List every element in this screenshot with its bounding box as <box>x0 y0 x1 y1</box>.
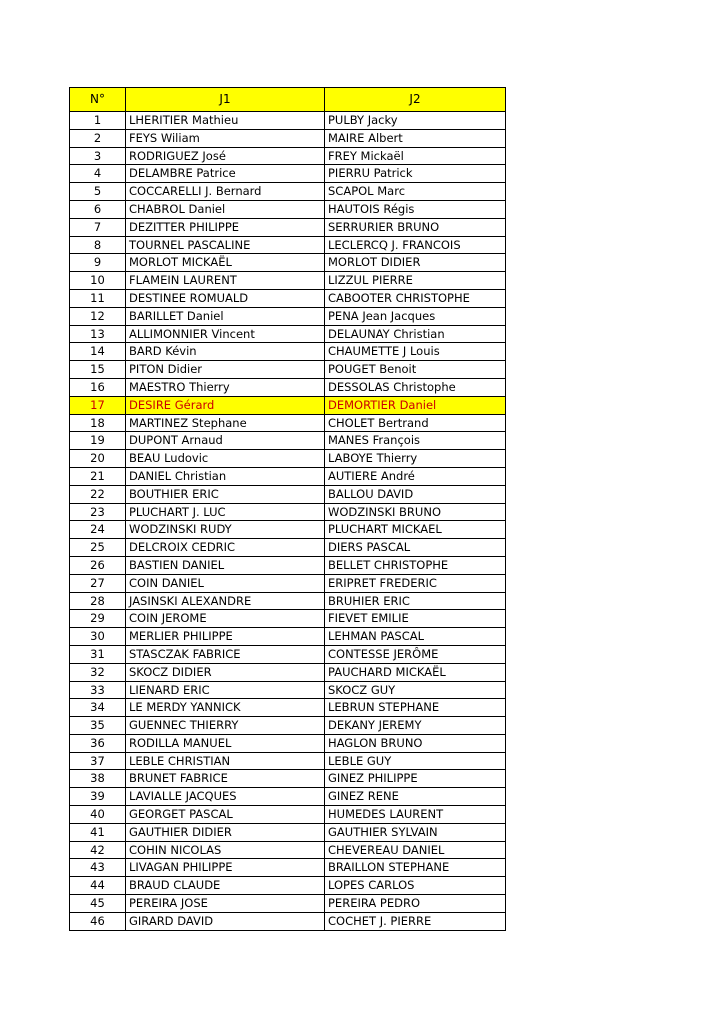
number-cell: 45 <box>70 895 126 913</box>
j1-cell: MAESTRO Thierry <box>126 378 325 396</box>
j1-cell: BEAU Ludovic <box>126 450 325 468</box>
number-cell: 32 <box>70 663 126 681</box>
j1-cell: COHIN NICOLAS <box>126 841 325 859</box>
j2-cell: FREY Mickaël <box>325 147 506 165</box>
table-row <box>70 432 506 450</box>
j1-cell: MERLIER PHILIPPE <box>126 628 325 646</box>
number-cell: 17 <box>70 396 126 414</box>
j1-cell: PLUCHART J. LUC <box>126 503 325 521</box>
table-row <box>70 717 506 735</box>
j1-cell: LEBLE CHRISTIAN <box>126 752 325 770</box>
j1-cell: COIN DANIEL <box>126 574 325 592</box>
j1-cell: MARTINEZ Stephane <box>126 414 325 432</box>
number-cell: 34 <box>70 699 126 717</box>
j2-cell: PULBY Jacky <box>325 112 506 130</box>
number-cell: 24 <box>70 521 126 539</box>
j1-cell: GUENNEC THIERRY <box>126 717 325 735</box>
number-cell: 30 <box>70 628 126 646</box>
j2-cell: DEMORTIER Daniel <box>325 396 506 414</box>
j1-cell: GAUTHIER DIDIER <box>126 823 325 841</box>
j1-cell: FLAMEIN LAURENT <box>126 272 325 290</box>
j2-cell: LABOYE Thierry <box>325 450 506 468</box>
j1-cell: COCCARELLI J. Bernard <box>126 183 325 201</box>
j2-cell: SCAPOL Marc <box>325 183 506 201</box>
number-cell: 18 <box>70 414 126 432</box>
number-cell: 15 <box>70 361 126 379</box>
j1-cell: BARD Kévin <box>126 343 325 361</box>
j1-cell: RODRIGUEZ José <box>126 147 325 165</box>
number-cell: 29 <box>70 610 126 628</box>
table-row <box>70 289 506 307</box>
table-row <box>70 254 506 272</box>
number-cell: 22 <box>70 485 126 503</box>
number-cell: 16 <box>70 378 126 396</box>
number-cell: 21 <box>70 467 126 485</box>
table-row <box>70 450 506 468</box>
j1-cell: LAVIALLE JACQUES <box>126 788 325 806</box>
table-row <box>70 467 506 485</box>
table-row <box>70 663 506 681</box>
j2-cell: LEBLE GUY <box>325 752 506 770</box>
j1-cell: PEREIRA JOSE <box>126 895 325 913</box>
header-number: N° <box>70 88 126 112</box>
j1-cell: LIVAGAN PHILIPPE <box>126 859 325 877</box>
j2-cell: PENA Jean Jacques <box>325 307 506 325</box>
j2-cell: COCHET J. PIERRE <box>325 912 506 930</box>
j2-cell: LEHMAN PASCAL <box>325 628 506 646</box>
number-cell: 8 <box>70 236 126 254</box>
number-cell: 6 <box>70 200 126 218</box>
j2-cell: PAUCHARD MICKAËL <box>325 663 506 681</box>
table-row <box>70 681 506 699</box>
table-row <box>70 521 506 539</box>
number-cell: 36 <box>70 734 126 752</box>
number-cell: 27 <box>70 574 126 592</box>
j2-cell: ERIPRET FREDERIC <box>325 574 506 592</box>
j2-cell: HAGLON BRUNO <box>325 734 506 752</box>
j1-cell: SKOCZ DIDIER <box>126 663 325 681</box>
table-row <box>70 645 506 663</box>
table-row <box>70 734 506 752</box>
number-cell: 38 <box>70 770 126 788</box>
number-cell: 46 <box>70 912 126 930</box>
header-row <box>70 88 506 112</box>
j1-cell: BARILLET Daniel <box>126 307 325 325</box>
table-row <box>70 823 506 841</box>
number-cell: 19 <box>70 432 126 450</box>
j2-cell: CABOOTER CHRISTOPHE <box>325 289 506 307</box>
table-row <box>70 147 506 165</box>
table-row <box>70 752 506 770</box>
number-cell: 3 <box>70 147 126 165</box>
number-cell: 26 <box>70 556 126 574</box>
number-cell: 20 <box>70 450 126 468</box>
pairings-table <box>69 87 506 931</box>
table-row <box>70 912 506 930</box>
table-row <box>70 361 506 379</box>
j2-cell: BELLET CHRISTOPHE <box>325 556 506 574</box>
table-row <box>70 699 506 717</box>
header-j2: J2 <box>325 88 506 112</box>
j1-cell: FEYS Wiliam <box>126 129 325 147</box>
j2-cell: GAUTHIER SYLVAIN <box>325 823 506 841</box>
number-cell: 33 <box>70 681 126 699</box>
number-cell: 11 <box>70 289 126 307</box>
number-cell: 39 <box>70 788 126 806</box>
number-cell: 1 <box>70 112 126 130</box>
j2-cell: HUMEDES LAURENT <box>325 806 506 824</box>
table-row <box>70 841 506 859</box>
j1-cell: BASTIEN DANIEL <box>126 556 325 574</box>
j2-cell: BRAILLON STEPHANE <box>325 859 506 877</box>
j1-cell: LE MERDY YANNICK <box>126 699 325 717</box>
table-row <box>70 539 506 557</box>
number-cell: 35 <box>70 717 126 735</box>
j1-cell: DEZITTER PHILIPPE <box>126 218 325 236</box>
number-cell: 44 <box>70 877 126 895</box>
table-row <box>70 556 506 574</box>
table-row <box>70 325 506 343</box>
table-body <box>70 112 506 931</box>
j2-cell: GINEZ PHILIPPE <box>325 770 506 788</box>
j2-cell: LECLERCQ J. FRANCOIS <box>325 236 506 254</box>
j1-cell: DESTINEE ROMUALD <box>126 289 325 307</box>
j1-cell: DESIRE Gérard <box>126 396 325 414</box>
j1-cell: DANIEL Christian <box>126 467 325 485</box>
number-cell: 41 <box>70 823 126 841</box>
j1-cell: WODZINSKI RUDY <box>126 521 325 539</box>
j2-cell: CHAUMETTE J Louis <box>325 343 506 361</box>
table-row <box>70 218 506 236</box>
j2-cell: DEKANY JEREMY <box>325 717 506 735</box>
number-cell: 14 <box>70 343 126 361</box>
number-cell: 5 <box>70 183 126 201</box>
j1-cell: COIN JEROME <box>126 610 325 628</box>
table-row <box>70 129 506 147</box>
table-row <box>70 859 506 877</box>
j2-cell: PIERRU Patrick <box>325 165 506 183</box>
j1-cell: GIRARD DAVID <box>126 912 325 930</box>
table-row <box>70 574 506 592</box>
table-row <box>70 183 506 201</box>
j2-cell: BALLOU DAVID <box>325 485 506 503</box>
j2-cell: LIZZUL PIERRE <box>325 272 506 290</box>
number-cell: 43 <box>70 859 126 877</box>
j2-cell: BRUHIER ERIC <box>325 592 506 610</box>
header-j1: J1 <box>126 88 325 112</box>
number-cell: 28 <box>70 592 126 610</box>
number-cell: 2 <box>70 129 126 147</box>
number-cell: 25 <box>70 539 126 557</box>
j1-cell: DELAMBRE Patrice <box>126 165 325 183</box>
number-cell: 10 <box>70 272 126 290</box>
table-row <box>70 788 506 806</box>
number-cell: 40 <box>70 806 126 824</box>
table-row <box>70 414 506 432</box>
j2-cell: LEBRUN STEPHANE <box>325 699 506 717</box>
table-row <box>70 272 506 290</box>
j2-cell: POUGET Benoit <box>325 361 506 379</box>
j2-cell: AUTIERE André <box>325 467 506 485</box>
table-row <box>70 806 506 824</box>
table-row <box>70 485 506 503</box>
j1-cell: BRAUD CLAUDE <box>126 877 325 895</box>
j2-cell: GINEZ RENE <box>325 788 506 806</box>
pairings-sheet <box>69 87 505 931</box>
j2-cell: CONTESSE JERÔME <box>325 645 506 663</box>
j2-cell: HAUTOIS Régis <box>325 200 506 218</box>
number-cell: 37 <box>70 752 126 770</box>
j2-cell: SKOCZ GUY <box>325 681 506 699</box>
j2-cell: PLUCHART MICKAEL <box>325 521 506 539</box>
j2-cell: SERRURIER BRUNO <box>325 218 506 236</box>
j1-cell: TOURNEL PASCALINE <box>126 236 325 254</box>
table-row <box>70 895 506 913</box>
number-cell: 31 <box>70 645 126 663</box>
j1-cell: JASINSKI ALEXANDRE <box>126 592 325 610</box>
table-row <box>70 877 506 895</box>
number-cell: 23 <box>70 503 126 521</box>
j2-cell: CHEVEREAU DANIEL <box>325 841 506 859</box>
j2-cell: DELAUNAY Christian <box>325 325 506 343</box>
j2-cell: DIERS PASCAL <box>325 539 506 557</box>
j2-cell: MORLOT DIDIER <box>325 254 506 272</box>
j1-cell: PITON Didier <box>126 361 325 379</box>
table-row <box>70 592 506 610</box>
number-cell: 13 <box>70 325 126 343</box>
j2-cell: DESSOLAS Christophe <box>325 378 506 396</box>
table-row <box>70 236 506 254</box>
j2-cell: LOPES CARLOS <box>325 877 506 895</box>
table-row <box>70 396 506 414</box>
j1-cell: LHERITIER Mathieu <box>126 112 325 130</box>
table-row <box>70 610 506 628</box>
number-cell: 7 <box>70 218 126 236</box>
j2-cell: MANES François <box>325 432 506 450</box>
j1-cell: BOUTHIER ERIC <box>126 485 325 503</box>
j1-cell: MORLOT MICKAËL <box>126 254 325 272</box>
table-row <box>70 200 506 218</box>
j1-cell: DELCROIX CEDRIC <box>126 539 325 557</box>
table-row <box>70 378 506 396</box>
j1-cell: RODILLA MANUEL <box>126 734 325 752</box>
j1-cell: STASCZAK FABRICE <box>126 645 325 663</box>
j2-cell: FIEVET EMILIE <box>325 610 506 628</box>
table-row <box>70 307 506 325</box>
j1-cell: LIENARD ERIC <box>126 681 325 699</box>
number-cell: 42 <box>70 841 126 859</box>
j1-cell: GEORGET PASCAL <box>126 806 325 824</box>
table-row <box>70 628 506 646</box>
j1-cell: ALLIMONNIER Vincent <box>126 325 325 343</box>
j1-cell: DUPONT Arnaud <box>126 432 325 450</box>
j2-cell: MAIRE Albert <box>325 129 506 147</box>
j1-cell: BRUNET FABRICE <box>126 770 325 788</box>
table-row <box>70 770 506 788</box>
table-row <box>70 165 506 183</box>
j1-cell: CHABROL Daniel <box>126 200 325 218</box>
number-cell: 12 <box>70 307 126 325</box>
table-row <box>70 503 506 521</box>
j2-cell: PEREIRA PEDRO <box>325 895 506 913</box>
number-cell: 4 <box>70 165 126 183</box>
j2-cell: WODZINSKI BRUNO <box>325 503 506 521</box>
table-row <box>70 112 506 130</box>
number-cell: 9 <box>70 254 126 272</box>
table-row <box>70 343 506 361</box>
j2-cell: CHOLET Bertrand <box>325 414 506 432</box>
